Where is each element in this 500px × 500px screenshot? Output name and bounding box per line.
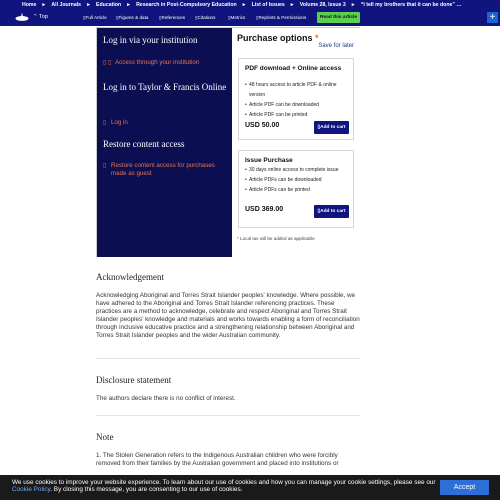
- note-heading: Note: [96, 432, 114, 442]
- tab-references-label: References: [161, 15, 186, 20]
- chevron-up-icon: ⌃: [33, 14, 40, 20]
- tab-references[interactable]: [159, 15, 185, 21]
- login-section: [97, 28, 232, 257]
- tab-reprints-label: Reprints & Permissions: [258, 15, 307, 20]
- tab-full-article-label: Full Article: [85, 15, 107, 20]
- cart-icon: ▯: [317, 209, 321, 214]
- plus-icon[interactable]: +: [487, 12, 498, 23]
- read-article-button[interactable]: Read this article: [317, 12, 360, 23]
- add-to-cart-button[interactable]: [314, 205, 349, 218]
- breadcrumb-education[interactable]: Education: [96, 2, 122, 8]
- breadcrumb-separator-icon: ►: [289, 2, 295, 8]
- option-feature: • Article PDFs can be downloaded: [245, 175, 351, 185]
- tax-note: * Local tax will be added as applicable: [237, 236, 315, 241]
- breadcrumb-all-journals[interactable]: All Journals: [51, 2, 82, 8]
- option-feature: • Article PDFs can be printed: [245, 185, 351, 195]
- breadcrumb-separator-icon: ►: [86, 2, 92, 8]
- purchase-option-card: [238, 58, 354, 140]
- references-icon: ▯: [159, 15, 162, 20]
- tab-metrics-label: Metrics: [230, 15, 246, 20]
- article-toolbar: [0, 10, 500, 26]
- login-link-label: Log in: [111, 119, 128, 126]
- breadcrumb-separator-icon: ►: [350, 2, 356, 8]
- cookie-policy-link[interactable]: Cookie Policy: [12, 486, 51, 494]
- breadcrumb: [0, 0, 500, 10]
- cookie-banner: [0, 475, 500, 500]
- restore-icon: ▯: [103, 162, 107, 169]
- reprints-icon: ▯: [256, 15, 259, 20]
- citations-icon: ▯: [195, 15, 198, 20]
- article-icon: ▯: [83, 15, 86, 20]
- option-features: [245, 165, 351, 195]
- login-icon: ▯: [103, 119, 107, 126]
- save-for-later-link[interactable]: Save for later: [318, 43, 354, 49]
- option-title: PDF download + Online access: [245, 65, 342, 72]
- institution-access-label: Access through your institution: [115, 59, 200, 66]
- tab-figures-data[interactable]: [116, 15, 148, 21]
- breadcrumb-list-of-issues[interactable]: List of Issues: [251, 2, 285, 8]
- top-link[interactable]: [33, 14, 48, 20]
- cart-icon: ▯: [317, 125, 321, 130]
- breadcrumb-article: “I tell my brothers that it can be done” …: [360, 2, 462, 8]
- note-text: 1. The Stolen Generation refers to the Indigenous Australian children who were forcibly removed from their families by the Australian government and placed into institutions or: [96, 452, 339, 467]
- breadcrumb-separator-icon: ►: [126, 2, 132, 8]
- restore-heading: Restore content access: [103, 139, 185, 149]
- tab-citations-label: Citations: [197, 15, 216, 20]
- figures-icon: ▯: [116, 15, 119, 20]
- breadcrumb-home[interactable]: Home: [22, 2, 37, 8]
- publisher-logo-icon[interactable]: [15, 13, 29, 22]
- section-divider: [96, 358, 360, 359]
- section-divider: [96, 415, 360, 416]
- option-features: [245, 80, 351, 120]
- institution-heading: Log in via your institution: [103, 35, 198, 45]
- cookie-message: [12, 479, 442, 494]
- disclosure-text: The authors declare there is no conflict of interest.: [96, 395, 236, 402]
- option-price: USD 369.00: [245, 206, 284, 213]
- acknowledgement-heading: Acknowledgement: [96, 272, 164, 282]
- add-to-cart-button[interactable]: [314, 121, 349, 134]
- tab-citations[interactable]: [195, 15, 215, 21]
- access-panel: [96, 27, 360, 257]
- option-feature: • Article PDF can be downloaded: [245, 100, 351, 110]
- purchase-options: [232, 28, 360, 257]
- institution-icon: ▯ ▯: [103, 59, 112, 66]
- acknowledgement-text: Acknowledging Aboriginal and Torres Strait Islander peoples' knowledge. Where possible, we have adhered to the Aboriginal and Torres Strait Islander referencing practices. These practices are a method to acknowledge, celebrate and respect Aboriginal and Torres Strait Islander peoples' knowledge and materials and works towards enabling a form of reconciliation through inclusive educative practice and a strengthening relationship between Aboriginal and Torres Strait Islander peoples and the wider Australian community.: [96, 292, 360, 339]
- tab-reprints[interactable]: [256, 15, 306, 21]
- add-to-cart-label: Add to cart: [320, 125, 346, 130]
- option-price: USD 50.00: [245, 122, 280, 129]
- cookie-text-after: . By closing this message, you are consenting to our use of cookies.: [50, 486, 243, 494]
- accept-cookies-button[interactable]: Accept: [440, 480, 489, 495]
- breadcrumb-volume[interactable]: Volume 28, Issue 3: [299, 2, 346, 8]
- restore-access-link[interactable]: [103, 162, 223, 178]
- breadcrumb-separator-icon: ►: [41, 2, 47, 8]
- option-feature: • Article PDF can be printed: [245, 110, 351, 120]
- option-feature: • 30 days online access to complete issue: [245, 165, 351, 175]
- required-star: *: [315, 33, 319, 43]
- tf-login-heading: Log in to Taylor & Francis Online: [103, 82, 227, 92]
- option-feature: • 48 hours access to article PDF & online version: [245, 80, 351, 100]
- breadcrumb-separator-icon: ►: [241, 2, 247, 8]
- login-link[interactable]: [103, 119, 128, 127]
- add-to-cart-label: Add to cart: [320, 209, 346, 214]
- purchase-option-card: [238, 150, 354, 228]
- metrics-icon: ▯: [228, 15, 231, 20]
- tab-figures-data-label: Figures & data: [118, 15, 149, 20]
- cookie-text-before: We use cookies to improve your website experience. To learn about our use of cookies and how you can manage your cookie settings, please see our: [12, 479, 436, 486]
- purchase-options-title-text: Purchase options: [237, 33, 313, 43]
- tab-full-article[interactable]: [83, 15, 107, 21]
- purchase-options-title: [237, 33, 319, 43]
- disclosure-heading: Disclosure statement: [96, 375, 172, 385]
- institution-access-link[interactable]: [103, 59, 228, 67]
- breadcrumb-journal[interactable]: Research in Post-Compulsory Education: [136, 2, 237, 8]
- top-link-label: Top: [39, 14, 48, 20]
- restore-access-label: Restore content access for purchases made as guest: [111, 162, 215, 177]
- option-title: Issue Purchase: [245, 157, 293, 164]
- tab-metrics[interactable]: [228, 15, 245, 21]
